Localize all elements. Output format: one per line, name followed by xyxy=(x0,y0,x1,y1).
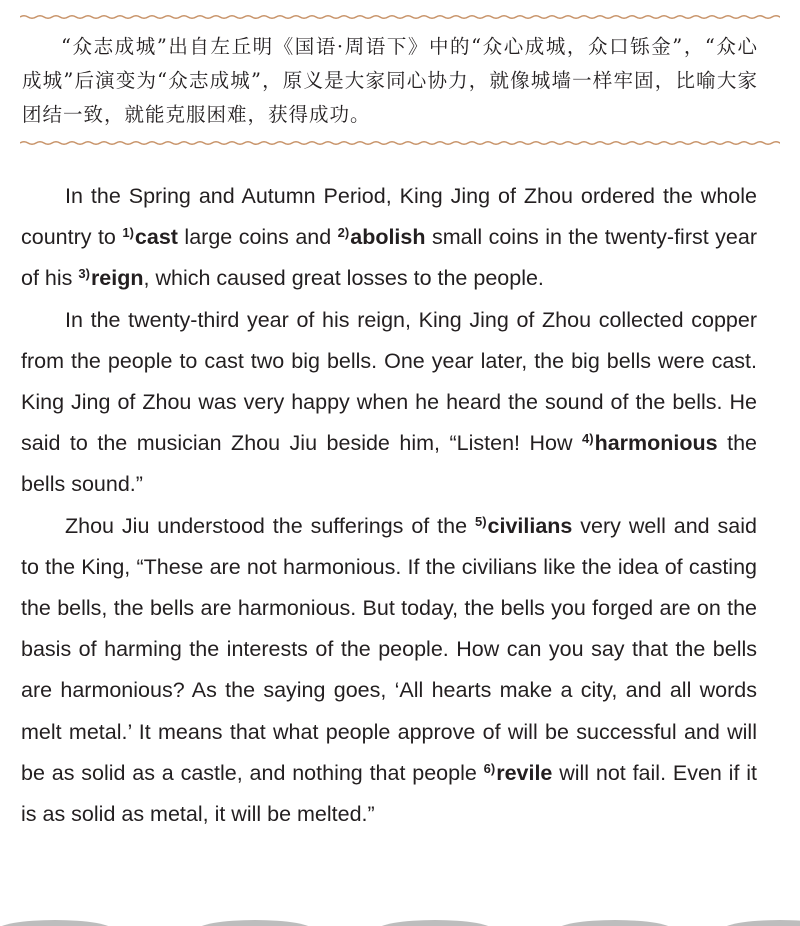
bottom-arc-2 xyxy=(197,920,313,926)
bottom-arc-1 xyxy=(0,920,113,926)
bottom-arc-5 xyxy=(722,920,800,926)
vocab-word-civilians: civilians xyxy=(487,513,573,538)
footnote-marker-5: 5) xyxy=(474,513,487,529)
vocab-word-harmonious: harmonious xyxy=(594,431,718,456)
idiom-explanation-box xyxy=(22,30,758,132)
footnote-marker-4: 4) xyxy=(582,431,594,447)
bottom-decorative-arcs xyxy=(0,914,800,926)
bottom-arc-4 xyxy=(557,920,673,926)
idiom-explanation-text: “众志成城”出自左丘明《国语·周语下》中的“众心成城，众口铄金”，“众心成城”后演变为“众志成城”，原义是大家同心协力，就像城墙一样牢固，比喻大家团结一致，就能克服困难，获得成功。 xyxy=(22,35,758,126)
top-wavy-divider xyxy=(20,12,780,22)
vocab-word-revile: revile xyxy=(496,760,553,785)
story-paragraph-2: In the twenty-third year of his reign, King Jing of Zhou collected copper from the people to cast two big bells. One year later, the big bells were cast. King Jing of Zhou was very happy when he heard the sound of the bells. He said to the musician Zhou Jiu beside him, “Listen! How $^{4)}$harmonious the bells sound.” xyxy=(21,307,757,497)
footnote-marker-2: 2) xyxy=(337,225,350,241)
bottom-wavy-divider xyxy=(20,138,780,148)
story-paragraph-1: In the Spring and Autumn Period, King Jing of Zhou ordered the whole country to $^{1)}$cast large coins and $^{2)}$abolish small coins in the twenty-first year of his $^{3)}$reign, which caused great losses to the people. xyxy=(21,184,757,291)
vocab-word-reign: reign xyxy=(90,266,144,291)
story-paragraph-3: Zhou Jiu understood the sufferings of the $^{5)}$civilians very well and said to the King, “These are not harmonious. If the civilians like the idea of casting the bells, the bells are harmonious. But today, the bells you forged are on the basis of harming the interests of the people. How can you say that the bells are harmonious? As the saying goes, ‘All hearts make a city, and all words melt metal.’ It means that what people approve of will be successful and will be as solid as a castle, and nothing that people $^{6)}$revile will not fail. Even if it is as solid as metal, it will be melted.” xyxy=(21,513,757,827)
vocab-word-cast: cast xyxy=(134,225,178,250)
story-body xyxy=(21,176,757,835)
footnote-marker-6: 6) xyxy=(483,760,496,776)
bottom-arc-3 xyxy=(377,920,493,926)
footnote-marker-1: 1) xyxy=(122,225,134,241)
vocab-word-abolish: abolish xyxy=(350,225,426,250)
footnote-marker-3: 3) xyxy=(78,266,90,282)
